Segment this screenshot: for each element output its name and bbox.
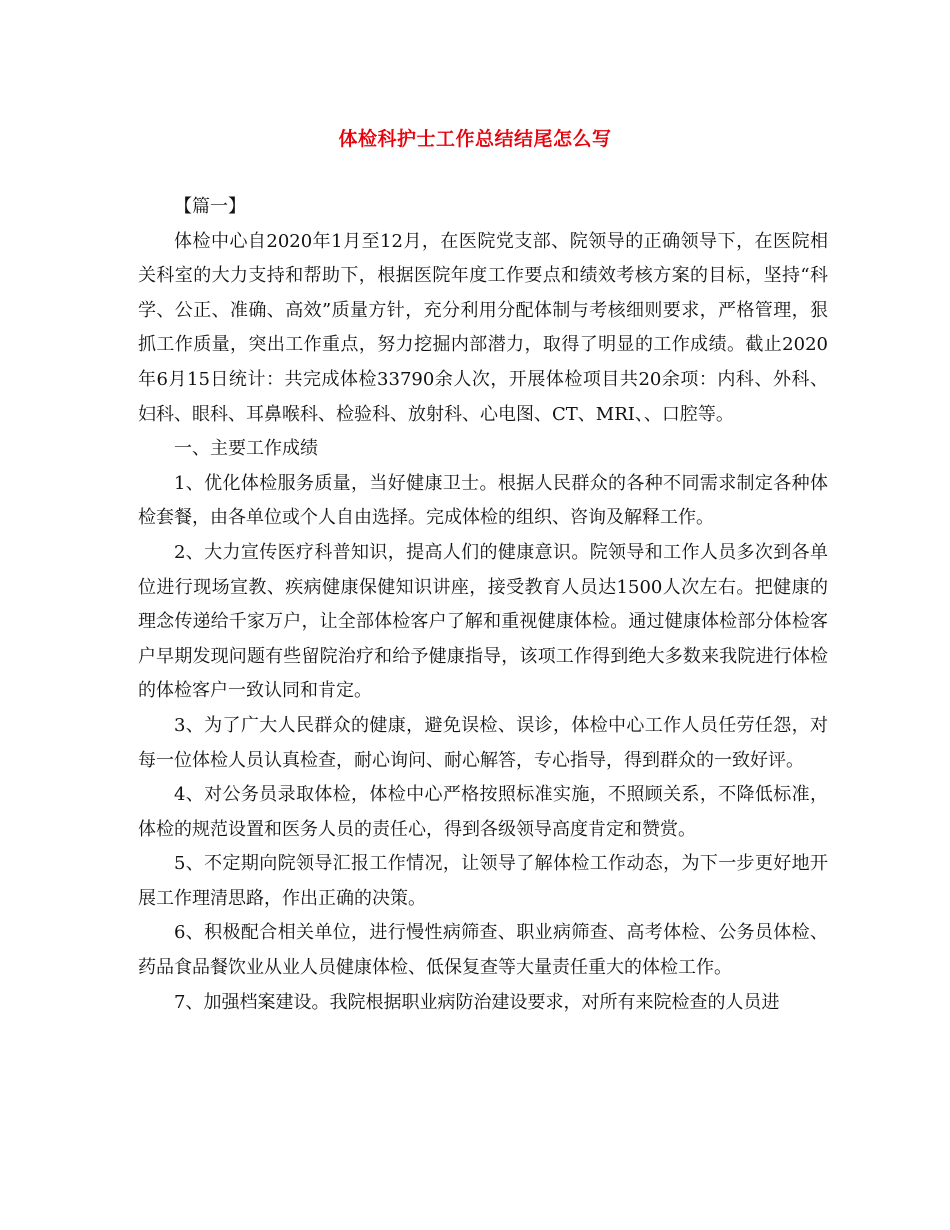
list-item: 5、不定期向院领导汇报工作情况，让领导了解体检工作动态，为下一步更好地开展工作理清思路，作出正确的决策。 [138,853,828,909]
list-item: 3、为了广大人民群众的健康，避免误检、误诊，体检中心工作人员任劳任怨，对每一位体检人员认真检查，耐心询问、耐心解答，专心指导，得到群众的一致好评。 [138,714,828,771]
list-item: 2、大力宣传医疗科普知识，提高人们的健康意识。院领导和工作人员多次到各单位进行现场宣教、疾病健康保健知识讲座，接受教育人员达1500人次左右。把健康的理念传递给千家万户，让全部体检客户了解和重视健康体检。通过健康体检部分体检客户早期发现问题有些留院治疗和给予健康指导，该项工作得到绝大多数来我院进行体检的体检客户一致认同和肯定。 [138,541,828,702]
document-title: 体检科护士工作总结结尾怎么写 [338,128,612,150]
list-item: 6、积极配合相关单位，进行慢性病筛查、职业病筛查、高考体检、公务员体检、药品食品餐饮业从业人员健康体检、低保复查等大量责任重大的体检工作。 [138,922,828,979]
section-label: 【篇一】 [174,196,246,217]
list-item: 7、加强档案建设。我院根据职业病防治建设要求，对所有来院检查的人员进 [174,991,780,1013]
document-body [138,190,828,1020]
list-item: 1、优化体检服务质量，当好健康卫士。根据人民群众的各种不同需求制定各种体检套餐，由各单位或个人自由选择。完成体检的组织、咨询及解释工作。 [138,472,828,529]
list-item: 4、对公务员录取体检，体检中心严格按照标准实施，不照顾关系，不降低标准，体检的规范设置和医务人员的责任心，得到各级领导高度肯定和赞赏。 [138,784,828,840]
intro-paragraph: 体检中心自2020年1月至12月，在医院党支部、院领导的正确领导下，在医院相关科室的大力支持和帮助下，根据医院年度工作要点和绩效考核方案的目标，坚持“科学、公正、准确、高效”质量方针，充分利用分配体制与考核细则要求，严格管理，狠抓工作质量，突出工作重点，努力挖掘内部潜力，取得了明显的工作成绩。截止2020年6月15日统计：共完成体检33790余人次，开展体检项目共20余项：内科、外科、妇科、眼科、耳鼻喉科、检验科、放射科、心电图、CT、MRI、、口腔等。 [138,230,828,425]
heading-main-achievements: 一、主要工作成绩 [174,438,318,460]
